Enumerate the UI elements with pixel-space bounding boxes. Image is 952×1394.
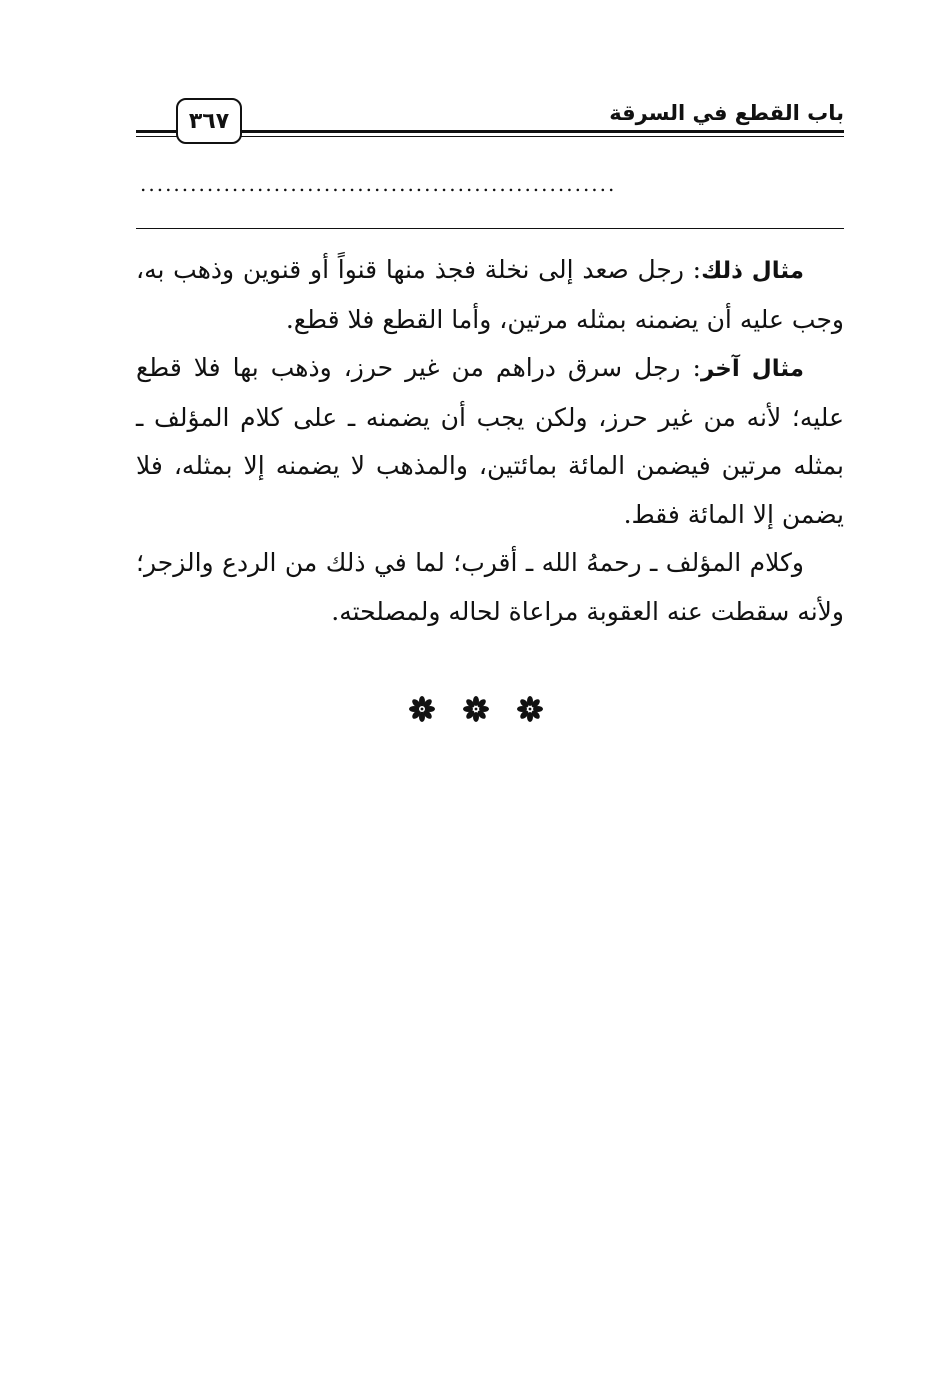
flower-ornament-icon <box>463 696 489 722</box>
section-end-ornaments <box>0 696 952 722</box>
paragraph-example-2 <box>136 344 844 539</box>
page-number: ٣٦٧ <box>176 98 242 144</box>
flower-ornament-icon <box>517 696 543 722</box>
paragraph-example-1 <box>136 246 844 344</box>
paragraph-lead: مثال آخر <box>700 356 804 382</box>
paragraph-lead: مثال ذلك <box>701 258 804 284</box>
paragraph-text: وكلام المؤلف ـ رحمهُ الله ـ أقرب؛ لما في ذلك من الردع والزجر؛ ولأنه سقطت عنه العقوبة مراعاة لحاله ولمصلحته. <box>136 548 844 626</box>
running-title: باب القطع في السرقة <box>609 101 844 125</box>
paragraph-text: : رجل صعد إلى نخلة فجذ منها قنواً أو قنوين وذهب به، وجب عليه أن يضمنه بمثله مرتين، وأما القطع فلا قطع. <box>136 255 844 334</box>
paragraph-text: : رجل سرق دراهم من غير حرز، وذهب بها فلا قطع عليه؛ لأنه من غير حرز، ولكن يجب أن يضمنه ـ على كلام المؤلف ـ بمثله مرتين فيضمن المائة بمائتين، والمذهب لا يضمنه إلا بمثله، فلا يضمن إلا المائة فقط. <box>136 353 844 529</box>
separator-rule <box>136 228 844 229</box>
body-text <box>136 246 844 636</box>
flower-ornament-icon <box>409 696 435 722</box>
paragraph-conclusion <box>136 539 844 636</box>
continuation-dots: ......................................................... <box>140 172 617 196</box>
